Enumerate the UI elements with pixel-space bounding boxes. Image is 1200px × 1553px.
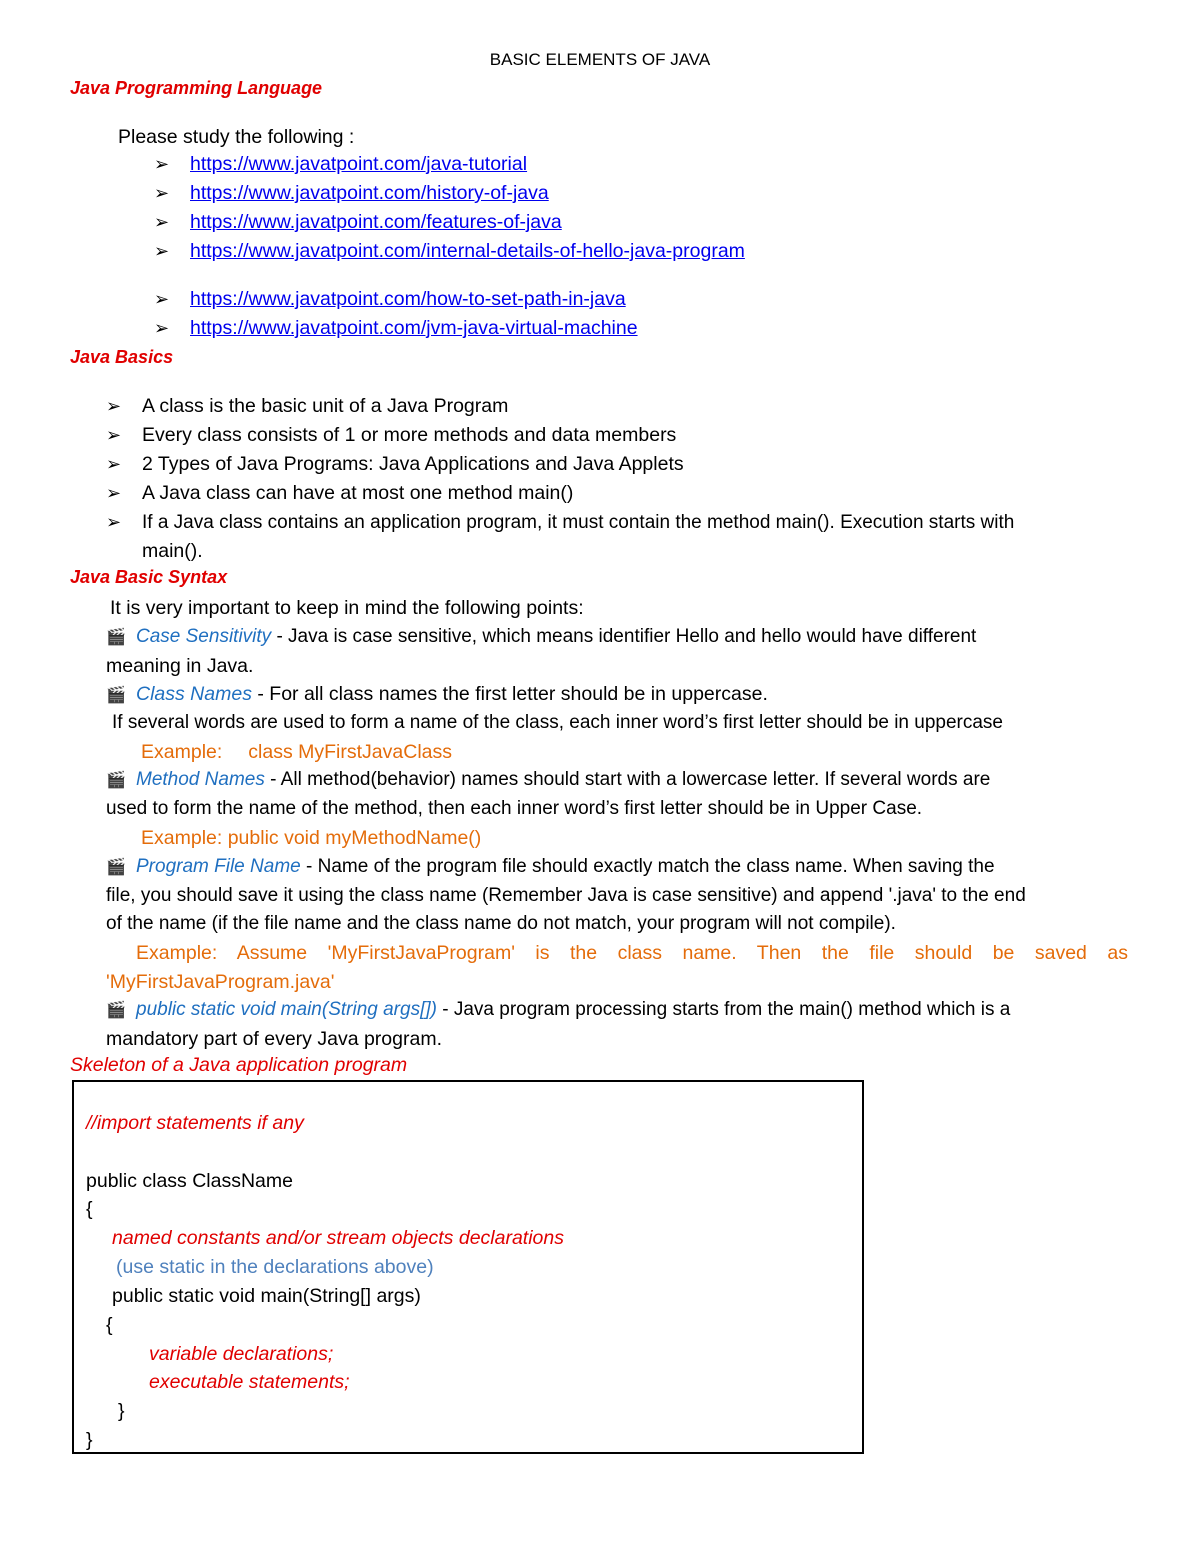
term-method-names: Method Names bbox=[136, 769, 265, 790]
arrow-bullet-icon: ➢ bbox=[154, 318, 170, 338]
term-case-sensitivity: Case Sensitivity bbox=[136, 626, 272, 647]
method-names-item bbox=[106, 766, 1128, 795]
main-method-item bbox=[106, 996, 1128, 1025]
section-heading-java-basics: Java Basics bbox=[70, 347, 174, 367]
class-names-continuation: If several words are used to form a name of the class, each inner word’s first letter should be in uppercase bbox=[112, 712, 1003, 733]
clapperboard-icon: 🎬 bbox=[106, 629, 126, 646]
method-names-example: Example: public void myMethodName() bbox=[141, 827, 482, 849]
example-code: class MyFirstJavaClass bbox=[248, 741, 452, 763]
link-jvm[interactable]: https://www.javatpoint.com/jvm-java-virtual-machine bbox=[190, 317, 638, 339]
clapperboard-icon: 🎬 bbox=[106, 772, 126, 789]
bullet-text: 2 Types of Java Programs: Java Applications and Java Applets bbox=[142, 453, 684, 475]
case-sensitivity-item bbox=[106, 623, 1128, 652]
list-item bbox=[154, 153, 527, 176]
link-set-path-in-java[interactable]: https://www.javatpoint.com/how-to-set-path-in-java bbox=[190, 288, 626, 310]
section-heading-java-programming-language: Java Programming Language bbox=[70, 78, 323, 98]
arrow-bullet-icon: ➢ bbox=[106, 396, 122, 416]
code-class-close-brace: } bbox=[86, 1429, 93, 1451]
code-class-open-brace: { bbox=[86, 1198, 93, 1220]
arrow-bullet-icon: ➢ bbox=[154, 241, 170, 261]
code-main-declaration: public static void main(String[] args) bbox=[112, 1285, 421, 1307]
list-item bbox=[154, 182, 549, 205]
term-program-file-name: Program File Name bbox=[136, 856, 301, 877]
clapperboard-icon: 🎬 bbox=[106, 859, 126, 876]
program-file-name-example-continuation: 'MyFirstJavaProgram.java' bbox=[106, 971, 335, 993]
section-heading-skeleton: Skeleton of a Java application program bbox=[70, 1054, 408, 1076]
arrow-bullet-icon: ➢ bbox=[106, 425, 122, 445]
bullet-text: If a Java class contains an application program, it must contain the method main(). Execution starts with bbox=[142, 512, 1015, 533]
clapperboard-icon: 🎬 bbox=[106, 687, 126, 704]
bullet-text: A Java class can have at most one method main() bbox=[142, 482, 574, 504]
list-item bbox=[106, 392, 508, 420]
code-constants-comment: named constants and/or stream objects declarations bbox=[112, 1227, 564, 1249]
code-skeleton-box bbox=[72, 1080, 864, 1454]
arrow-bullet-icon: ➢ bbox=[106, 483, 122, 503]
list-item bbox=[106, 508, 1128, 537]
class-names-item bbox=[106, 680, 768, 710]
main-method-continuation: mandatory part of every Java program. bbox=[106, 1028, 442, 1050]
list-item bbox=[154, 240, 745, 263]
clapperboard-icon: 🎬 bbox=[106, 1002, 126, 1019]
code-main-open-brace: { bbox=[106, 1314, 113, 1336]
study-intro: Please study the following : bbox=[118, 126, 355, 148]
arrow-bullet-icon: ➢ bbox=[154, 183, 170, 203]
link-features-of-java[interactable]: https://www.javatpoint.com/features-of-java bbox=[190, 211, 562, 233]
bullet-text: Every class consists of 1 or more methods and data members bbox=[142, 424, 677, 446]
list-item bbox=[106, 479, 573, 507]
link-java-tutorial[interactable]: https://www.javatpoint.com/java-tutorial bbox=[190, 153, 528, 175]
program-file-name-continuation: file, you should save it using the class name (Remember Java is case sensitive) and append '.java' to the end bbox=[106, 885, 1026, 906]
arrow-bullet-icon: ➢ bbox=[154, 154, 170, 174]
arrow-bullet-icon: ➢ bbox=[106, 454, 122, 474]
list-item bbox=[106, 450, 684, 478]
case-sensitivity-continuation: meaning in Java. bbox=[106, 655, 254, 677]
code-executable-statements: executable statements; bbox=[149, 1371, 350, 1393]
link-history-of-java[interactable]: https://www.javatpoint.com/history-of-java bbox=[190, 182, 549, 204]
code-main-close-brace: } bbox=[118, 1400, 125, 1422]
code-import-comment: //import statements if any bbox=[86, 1112, 304, 1134]
list-item bbox=[154, 317, 638, 340]
section-heading-java-basic-syntax: Java Basic Syntax bbox=[70, 567, 228, 587]
term-main-method: public static void main(String args[]) bbox=[136, 999, 437, 1020]
arrow-bullet-icon: ➢ bbox=[154, 289, 170, 309]
main-method-text: - Java program processing starts from the main() method which is a bbox=[436, 999, 1011, 1020]
bullet-text: A class is the basic unit of a Java Program bbox=[142, 395, 509, 417]
code-variable-declarations: variable declarations; bbox=[149, 1343, 334, 1365]
arrow-bullet-icon: ➢ bbox=[106, 512, 122, 532]
program-file-name-example: Example: Assume 'MyFirstJavaProgram' is the class name. Then the file should be saved as bbox=[136, 942, 1128, 964]
class-names-example bbox=[141, 738, 452, 766]
method-names-text: - All method(behavior) names should start with a lowercase letter. If several words are bbox=[264, 769, 991, 790]
program-file-name-item bbox=[106, 853, 1128, 882]
method-names-continuation: used to form the name of the method, then each inner word’s first letter should be in Upper Case. bbox=[106, 798, 923, 819]
code-static-note: (use static in the declarations above) bbox=[116, 1256, 434, 1278]
list-item bbox=[154, 288, 626, 311]
list-item bbox=[106, 421, 676, 449]
program-file-name-continuation: of the name (if the file name and the class name do not match, your program will not compile). bbox=[106, 913, 896, 934]
program-file-name-text: - Name of the program file should exactly match the class name. When saving the bbox=[300, 856, 995, 877]
list-item bbox=[154, 211, 562, 234]
case-sensitivity-text: - Java is case sensitive, which means identifier Hello and hello would have different bbox=[271, 626, 977, 647]
document-title: BASIC ELEMENTS OF JAVA bbox=[489, 50, 711, 69]
link-hello-java-program[interactable]: https://www.javatpoint.com/internal-details-of-hello-java-program bbox=[190, 240, 745, 262]
class-names-text: - For all class names the first letter should be in uppercase. bbox=[251, 683, 768, 705]
syntax-intro: It is very important to keep in mind the following points: bbox=[110, 597, 584, 619]
bullet-continuation: main(). bbox=[142, 540, 203, 562]
term-class-names: Class Names bbox=[136, 683, 252, 705]
arrow-bullet-icon: ➢ bbox=[154, 212, 170, 232]
code-class-declaration: public class ClassName bbox=[86, 1170, 293, 1192]
example-label: Example: bbox=[141, 741, 223, 763]
